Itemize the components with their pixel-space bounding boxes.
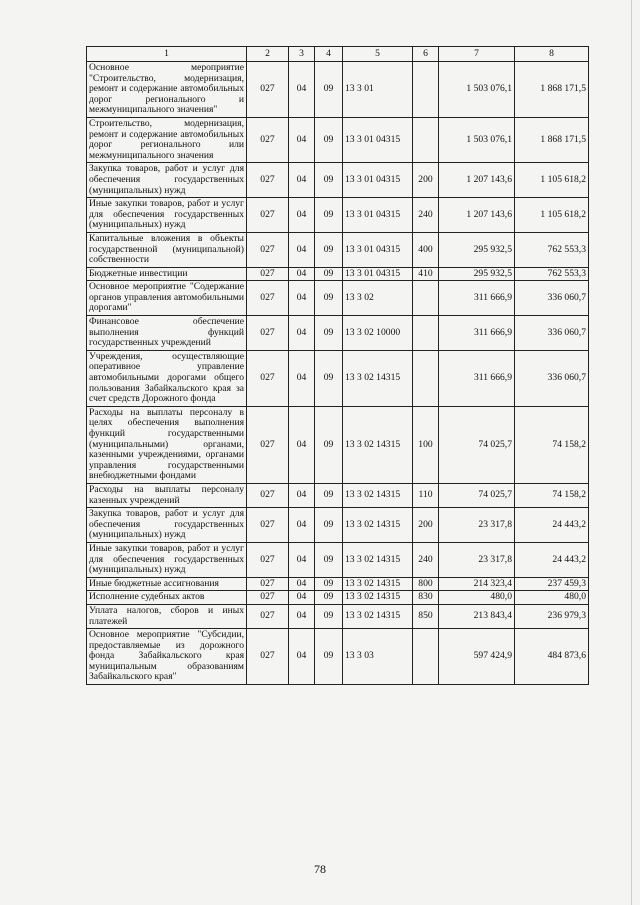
cell-amount-year-1: 295 932,5 [439, 267, 515, 281]
cell-section-code: 04 [289, 406, 315, 483]
cell-ministry-code: 027 [247, 117, 289, 162]
cell-subsection-code: 09 [315, 163, 343, 198]
cell-amount-year-2: 336 060,7 [515, 350, 589, 406]
cell-amount-year-2: 74 158,2 [515, 483, 589, 507]
cell-target-article: 13 3 01 [343, 62, 413, 118]
cell-ministry-code: 027 [247, 281, 289, 316]
cell-expense-type: 240 [413, 542, 439, 577]
cell-ministry-code: 027 [247, 62, 289, 118]
cell-ministry-code: 027 [247, 267, 289, 281]
cell-expense-type [413, 117, 439, 162]
cell-amount-year-1: 311 666,9 [439, 281, 515, 316]
cell-subsection-code: 09 [315, 281, 343, 316]
cell-item-name: Основное мероприятие "Строительство, модернизация, ремонт и содержание автомобильных дорог регионального и межмуниципального значения" [87, 62, 247, 118]
cell-ministry-code: 027 [247, 232, 289, 267]
cell-expense-type: 240 [413, 198, 439, 233]
cell-amount-year-2: 236 979,3 [515, 604, 589, 628]
cell-amount-year-1: 480,0 [439, 591, 515, 605]
cell-subsection-code: 09 [315, 591, 343, 605]
cell-amount-year-2: 1 868 171,5 [515, 62, 589, 118]
cell-ministry-code: 027 [247, 350, 289, 406]
cell-ministry-code: 027 [247, 483, 289, 507]
table-row [87, 62, 589, 118]
cell-expense-type: 850 [413, 604, 439, 628]
cell-subsection-code: 09 [315, 483, 343, 507]
cell-item-name: Капитальные вложения в объекты государственной (муниципальной) собственности [87, 232, 247, 267]
cell-target-article: 13 3 02 14315 [343, 350, 413, 406]
cell-amount-year-1: 1 207 143,6 [439, 163, 515, 198]
cell-amount-year-2: 762 553,3 [515, 267, 589, 281]
cell-ministry-code: 027 [247, 198, 289, 233]
table-row [87, 483, 589, 507]
cell-section-code: 04 [289, 198, 315, 233]
page-number: 78 [314, 862, 326, 876]
cell-amount-year-2: 480,0 [515, 591, 589, 605]
cell-amount-year-2: 336 060,7 [515, 281, 589, 316]
column-header-8: 8 [515, 47, 589, 62]
table-body [87, 62, 589, 685]
cell-amount-year-1: 1 503 076,1 [439, 117, 515, 162]
cell-target-article: 13 3 02 14315 [343, 591, 413, 605]
cell-item-name: Иные бюджетные ассигнования [87, 577, 247, 591]
cell-item-name: Уплата налогов, сборов и иных платежей [87, 604, 247, 628]
table-row [87, 577, 589, 591]
cell-subsection-code: 09 [315, 62, 343, 118]
cell-subsection-code: 09 [315, 406, 343, 483]
cell-target-article: 13 3 01 04315 [343, 198, 413, 233]
cell-item-name: Финансовое обеспечение выполнения функций государственных учреждений [87, 316, 247, 351]
cell-ministry-code: 027 [247, 604, 289, 628]
cell-subsection-code: 09 [315, 267, 343, 281]
cell-target-article: 13 3 02 14315 [343, 483, 413, 507]
cell-item-name: Бюджетные инвестиции [87, 267, 247, 281]
cell-amount-year-2: 1 868 171,5 [515, 117, 589, 162]
table-row [87, 163, 589, 198]
cell-subsection-code: 09 [315, 198, 343, 233]
column-header-7: 7 [439, 47, 515, 62]
cell-amount-year-1: 311 666,9 [439, 316, 515, 351]
cell-section-code: 04 [289, 542, 315, 577]
cell-amount-year-2: 24 443,2 [515, 542, 589, 577]
cell-subsection-code: 09 [315, 604, 343, 628]
cell-amount-year-1: 311 666,9 [439, 350, 515, 406]
cell-expense-type [413, 629, 439, 685]
cell-item-name: Закупка товаров, работ и услуг для обеспечения государственных (муниципальных) нужд [87, 163, 247, 198]
cell-subsection-code: 09 [315, 629, 343, 685]
cell-section-code: 04 [289, 508, 315, 543]
cell-expense-type: 200 [413, 508, 439, 543]
cell-amount-year-2: 74 158,2 [515, 406, 589, 483]
cell-item-name: Учреждения, осуществляющие оперативное управление автомобильными дорогами общего пользования Забайкальского края за счет средств Дорожного фонда [87, 350, 247, 406]
cell-section-code: 04 [289, 117, 315, 162]
table-row [87, 406, 589, 483]
cell-section-code: 04 [289, 604, 315, 628]
cell-ministry-code: 027 [247, 629, 289, 685]
cell-expense-type: 100 [413, 406, 439, 483]
cell-section-code: 04 [289, 163, 315, 198]
table-row [87, 232, 589, 267]
cell-target-article: 13 3 01 04315 [343, 163, 413, 198]
cell-target-article: 13 3 01 04315 [343, 232, 413, 267]
cell-amount-year-1: 214 323,4 [439, 577, 515, 591]
cell-amount-year-1: 597 424,9 [439, 629, 515, 685]
column-header-3: 3 [289, 47, 315, 62]
column-header-2: 2 [247, 47, 289, 62]
cell-amount-year-2: 484 873,6 [515, 629, 589, 685]
cell-expense-type [413, 281, 439, 316]
cell-amount-year-2: 237 459,3 [515, 577, 589, 591]
cell-section-code: 04 [289, 281, 315, 316]
cell-target-article: 13 3 01 04315 [343, 267, 413, 281]
table-row [87, 117, 589, 162]
cell-expense-type [413, 316, 439, 351]
page-edge [631, 0, 632, 905]
table-row [87, 508, 589, 543]
cell-section-code: 04 [289, 62, 315, 118]
cell-target-article: 13 3 02 10000 [343, 316, 413, 351]
budget-table [86, 46, 589, 685]
cell-section-code: 04 [289, 267, 315, 281]
column-header-4: 4 [315, 47, 343, 62]
cell-amount-year-1: 74 025,7 [439, 483, 515, 507]
cell-expense-type [413, 350, 439, 406]
cell-amount-year-1: 74 025,7 [439, 406, 515, 483]
cell-expense-type: 200 [413, 163, 439, 198]
cell-expense-type: 400 [413, 232, 439, 267]
cell-target-article: 13 3 02 14315 [343, 542, 413, 577]
cell-target-article: 13 3 03 [343, 629, 413, 685]
cell-target-article: 13 3 02 [343, 281, 413, 316]
table-row [87, 591, 589, 605]
column-header-5: 5 [343, 47, 413, 62]
cell-item-name: Иные закупки товаров, работ и услуг для обеспечения государственных (муниципальных) нужд [87, 198, 247, 233]
header-row [87, 47, 589, 62]
cell-section-code: 04 [289, 232, 315, 267]
cell-ministry-code: 027 [247, 508, 289, 543]
cell-ministry-code: 027 [247, 542, 289, 577]
cell-section-code: 04 [289, 483, 315, 507]
cell-subsection-code: 09 [315, 232, 343, 267]
cell-ministry-code: 027 [247, 316, 289, 351]
cell-amount-year-1: 295 932,5 [439, 232, 515, 267]
cell-amount-year-2: 762 553,3 [515, 232, 589, 267]
cell-target-article: 13 3 02 14315 [343, 406, 413, 483]
cell-amount-year-2: 1 105 618,2 [515, 198, 589, 233]
cell-section-code: 04 [289, 591, 315, 605]
cell-subsection-code: 09 [315, 117, 343, 162]
table-row [87, 316, 589, 351]
cell-ministry-code: 027 [247, 591, 289, 605]
cell-amount-year-1: 23 317,8 [439, 508, 515, 543]
cell-item-name: Расходы на выплаты персоналу казенных учреждений [87, 483, 247, 507]
cell-subsection-code: 09 [315, 350, 343, 406]
cell-amount-year-1: 23 317,8 [439, 542, 515, 577]
table-row [87, 281, 589, 316]
cell-item-name: Исполнение судебных актов [87, 591, 247, 605]
cell-section-code: 04 [289, 629, 315, 685]
cell-target-article: 13 3 02 14315 [343, 508, 413, 543]
cell-target-article: 13 3 02 14315 [343, 577, 413, 591]
cell-item-name: Основное мероприятие "Субсидии, предоставляемые из дорожного фонда Забайкальского края муниципальным образованиям Забайкальского края" [87, 629, 247, 685]
cell-section-code: 04 [289, 577, 315, 591]
cell-subsection-code: 09 [315, 542, 343, 577]
cell-amount-year-1: 1 207 143,6 [439, 198, 515, 233]
cell-item-name: Основное мероприятие "Содержание органов управления автомобильными дорогами" [87, 281, 247, 316]
cell-ministry-code: 027 [247, 406, 289, 483]
table-row [87, 629, 589, 685]
cell-item-name: Расходы на выплаты персоналу в целях обеспечения выполнения функций государственными (муниципальными) органами, казенными учреждениями, органами управления государственными внебюджетными фондами [87, 406, 247, 483]
cell-expense-type: 800 [413, 577, 439, 591]
cell-subsection-code: 09 [315, 316, 343, 351]
cell-subsection-code: 09 [315, 577, 343, 591]
cell-amount-year-2: 336 060,7 [515, 316, 589, 351]
table-row [87, 350, 589, 406]
table-row [87, 198, 589, 233]
cell-expense-type: 410 [413, 267, 439, 281]
cell-amount-year-1: 1 503 076,1 [439, 62, 515, 118]
column-header-6: 6 [413, 47, 439, 62]
cell-target-article: 13 3 02 14315 [343, 604, 413, 628]
cell-target-article: 13 3 01 04315 [343, 117, 413, 162]
cell-subsection-code: 09 [315, 508, 343, 543]
cell-expense-type [413, 62, 439, 118]
cell-expense-type: 110 [413, 483, 439, 507]
table-row [87, 604, 589, 628]
cell-amount-year-1: 213 843,4 [439, 604, 515, 628]
table-row [87, 267, 589, 281]
table-row [87, 542, 589, 577]
cell-item-name: Строительство, модернизация, ремонт и содержание автомобильных дорог регионального или межмуниципального значения [87, 117, 247, 162]
cell-item-name: Иные закупки товаров, работ и услуг для обеспечения государственных (муниципальных) нужд [87, 542, 247, 577]
cell-section-code: 04 [289, 316, 315, 351]
cell-ministry-code: 027 [247, 577, 289, 591]
cell-amount-year-2: 24 443,2 [515, 508, 589, 543]
cell-expense-type: 830 [413, 591, 439, 605]
cell-item-name: Закупка товаров, работ и услуг для обеспечения государственных (муниципальных) нужд [87, 508, 247, 543]
cell-ministry-code: 027 [247, 163, 289, 198]
column-header-1: 1 [87, 47, 247, 62]
cell-amount-year-2: 1 105 618,2 [515, 163, 589, 198]
cell-section-code: 04 [289, 350, 315, 406]
